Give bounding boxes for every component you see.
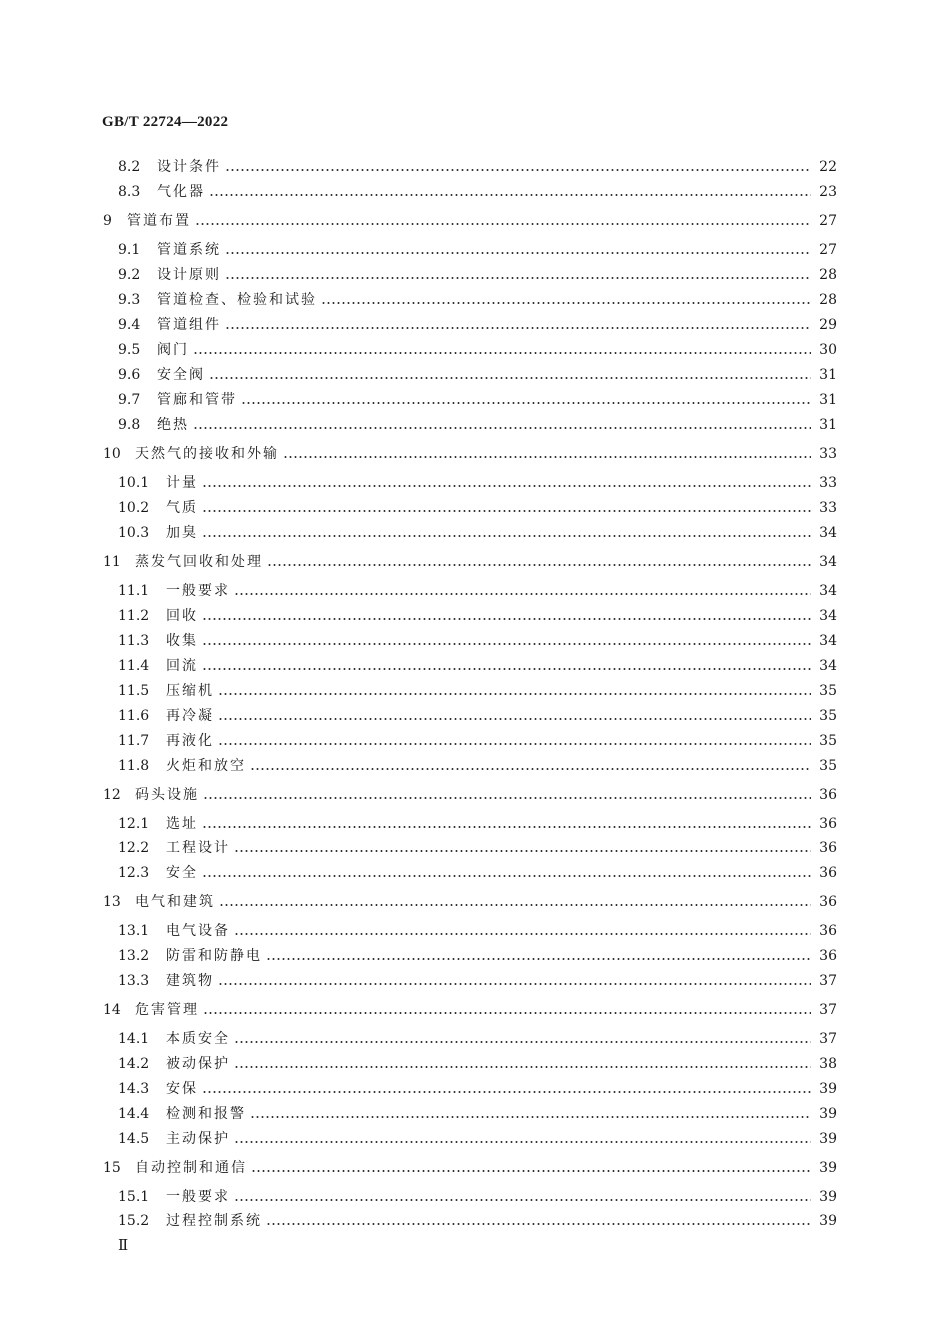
toc-page-number: 35: [819, 683, 837, 699]
toc-subsection-entry[interactable]: [118, 340, 837, 360]
toc-title: 回流: [166, 658, 198, 674]
toc-dot-leader: [250, 767, 811, 771]
toc-title: 一般要求: [166, 1189, 230, 1205]
toc-page-number: 39: [819, 1213, 837, 1229]
toc-page-number: 22: [819, 159, 837, 175]
toc-section-entry[interactable]: [103, 1000, 837, 1020]
toc-dot-leader: [202, 667, 811, 671]
toc-subsection-entry[interactable]: [118, 838, 837, 858]
toc-title: 安全阀: [157, 367, 205, 383]
toc-title: 工程设计: [166, 840, 230, 856]
toc-dot-leader: [283, 455, 811, 459]
toc-title: 压缩机: [166, 683, 214, 699]
toc-number: 12: [103, 787, 121, 803]
toc-title: 加臭: [166, 525, 198, 541]
toc-page-number: 30: [819, 342, 837, 358]
toc-number: 8.3: [118, 184, 141, 200]
toc-number: 9.1: [118, 242, 141, 258]
toc-page-number: 37: [819, 1031, 837, 1047]
toc-dot-leader: [266, 957, 811, 961]
toc-dot-leader: [251, 1169, 811, 1173]
toc-page-number: 23: [819, 184, 837, 200]
toc-page-number: 31: [819, 367, 837, 383]
toc-page-number: 39: [819, 1131, 837, 1147]
toc-number: 12.3: [118, 865, 150, 881]
toc-title: 气化器: [157, 184, 205, 200]
toc-number: 9.7: [118, 392, 141, 408]
toc-subsection-entry[interactable]: [118, 631, 837, 651]
toc-number: 9.4: [118, 317, 141, 333]
toc-number: 11: [103, 554, 121, 570]
toc-title: 再冷凝: [166, 708, 214, 724]
toc-subsection-entry[interactable]: [118, 390, 837, 410]
toc-dot-leader: [202, 1090, 811, 1094]
toc-section-entry[interactable]: [103, 892, 837, 912]
toc-number: 9.6: [118, 367, 141, 383]
toc-page-number: 37: [819, 1002, 837, 1018]
toc-title: 设计条件: [157, 159, 221, 175]
toc-number: 8.2: [118, 159, 141, 175]
toc-number: 15.1: [118, 1189, 150, 1205]
toc-subsection-entry[interactable]: [118, 946, 837, 966]
toc-dot-leader: [225, 168, 811, 172]
toc-dot-leader: [218, 742, 811, 746]
toc-page-number: 27: [819, 213, 837, 229]
toc-page-number: 34: [819, 554, 837, 570]
toc-subsection-entry[interactable]: [118, 1104, 837, 1124]
toc-number: 11.8: [118, 758, 150, 774]
toc-number: 11.2: [118, 608, 150, 624]
toc-subsection-entry[interactable]: [118, 971, 837, 991]
toc-subsection-entry[interactable]: [118, 240, 837, 260]
toc-title: 被动保护: [166, 1056, 230, 1072]
toc-number: 10.3: [118, 525, 150, 541]
toc-subsection-entry[interactable]: [118, 756, 837, 776]
toc-dot-leader: [234, 1065, 811, 1069]
toc-number: 14.2: [118, 1056, 150, 1072]
toc-dot-leader: [195, 222, 811, 226]
toc-dot-leader: [234, 1040, 811, 1044]
toc-page-number: 28: [819, 292, 837, 308]
toc-page-number: 33: [819, 446, 837, 462]
toc-title: 计量: [166, 475, 198, 491]
toc-title: 自动控制和通信: [135, 1160, 247, 1176]
toc-dot-leader: [225, 276, 811, 280]
toc-number: 11.5: [118, 683, 150, 699]
toc-number: 9.5: [118, 342, 141, 358]
toc-dot-leader: [234, 1140, 811, 1144]
toc-dot-leader: [203, 796, 811, 800]
toc-subsection-entry[interactable]: [118, 731, 837, 751]
toc-dot-leader: [234, 849, 811, 853]
toc-dot-leader: [225, 326, 811, 330]
toc-section-entry[interactable]: [103, 211, 837, 231]
toc-dot-leader: [209, 376, 811, 380]
toc-number: 11.7: [118, 733, 150, 749]
toc-subsection-entry[interactable]: [118, 814, 837, 834]
toc-section-entry[interactable]: [103, 552, 837, 572]
toc-page-number: 37: [819, 973, 837, 989]
toc-subsection-entry[interactable]: [118, 265, 837, 285]
toc-subsection-entry[interactable]: [118, 656, 837, 676]
toc-page-number: 39: [819, 1189, 837, 1205]
toc-dot-leader: [193, 426, 811, 430]
toc-number: 13: [103, 894, 121, 910]
toc-number: 11.6: [118, 708, 150, 724]
toc-page-number: 33: [819, 500, 837, 516]
toc-page-number: 33: [819, 475, 837, 491]
toc-number: 11.1: [118, 583, 150, 599]
toc-number: 10.2: [118, 500, 150, 516]
toc-title: 天然气的接收和外输: [135, 446, 279, 462]
toc-number: 13.1: [118, 923, 150, 939]
toc-number: 10.1: [118, 475, 150, 491]
toc-number: 14.3: [118, 1081, 150, 1097]
toc-page-number: 35: [819, 758, 837, 774]
toc-dot-leader: [234, 1198, 811, 1202]
toc-title: 管道系统: [157, 242, 221, 258]
toc-number: 9.2: [118, 267, 141, 283]
toc-subsection-entry[interactable]: [118, 706, 837, 726]
toc-title: 管廊和管带: [157, 392, 237, 408]
toc-number: 14.1: [118, 1031, 150, 1047]
toc-subsection-entry[interactable]: [118, 863, 837, 883]
toc-subsection-entry[interactable]: [118, 581, 837, 601]
toc-title: 一般要求: [166, 583, 230, 599]
toc-title: 管道布置: [127, 213, 191, 229]
toc-title: 安保: [166, 1081, 198, 1097]
toc-page-number: 35: [819, 708, 837, 724]
toc-page-number: 34: [819, 633, 837, 649]
toc-page-number: 36: [819, 894, 837, 910]
toc-number: 14.5: [118, 1131, 150, 1147]
toc-subsection-entry[interactable]: [118, 921, 837, 941]
toc-dot-leader: [202, 484, 811, 488]
toc-page-number: 28: [819, 267, 837, 283]
toc-title: 回收: [166, 608, 198, 624]
toc-subsection-entry[interactable]: [118, 1211, 837, 1231]
toc-title: 再液化: [166, 733, 214, 749]
toc-dot-leader: [202, 642, 811, 646]
toc-dot-leader: [241, 401, 811, 405]
toc-number: 15: [103, 1160, 121, 1176]
toc-subsection-entry[interactable]: [118, 1029, 837, 1049]
toc-title: 危害管理: [135, 1002, 199, 1018]
toc-dot-leader: [193, 351, 811, 355]
toc-subsection-entry[interactable]: [118, 415, 837, 435]
toc-dot-leader: [218, 717, 811, 721]
toc-dot-leader: [202, 509, 811, 513]
toc-subsection-entry[interactable]: [118, 365, 837, 385]
toc-title: 电气和建筑: [135, 894, 215, 910]
toc-title: 电气设备: [166, 923, 230, 939]
toc-subsection-entry[interactable]: [118, 1054, 837, 1074]
toc-page-number: 34: [819, 608, 837, 624]
toc-subsection-entry[interactable]: [118, 1079, 837, 1099]
toc-number: 14.4: [118, 1106, 150, 1122]
toc-number: 11.3: [118, 633, 150, 649]
toc-page-number: 36: [819, 840, 837, 856]
toc-subsection-entry[interactable]: [118, 498, 837, 518]
toc-page-number: 31: [819, 392, 837, 408]
toc-title: 气质: [166, 500, 198, 516]
toc-number: 13.2: [118, 948, 150, 964]
toc-subsection-entry[interactable]: [118, 182, 837, 202]
toc-title: 检测和报警: [166, 1106, 246, 1122]
toc-page-number: 39: [819, 1106, 837, 1122]
toc-page-number: 36: [819, 816, 837, 832]
toc-title: 管道检查、检验和试验: [157, 292, 317, 308]
toc-number: 9.8: [118, 417, 141, 433]
toc-title: 码头设施: [135, 787, 199, 803]
toc-subsection-entry[interactable]: [118, 606, 837, 626]
toc-title: 本质安全: [166, 1031, 230, 1047]
toc-number: 12.2: [118, 840, 150, 856]
toc-title: 收集: [166, 633, 198, 649]
toc-number: 9: [103, 213, 112, 229]
toc-dot-leader: [225, 251, 811, 255]
toc-section-entry[interactable]: [103, 785, 837, 805]
toc-dot-leader: [266, 1222, 811, 1226]
toc-page-number: 36: [819, 923, 837, 939]
toc-dot-leader: [202, 874, 811, 878]
toc-page-number: 34: [819, 658, 837, 674]
toc-subsection-entry[interactable]: [118, 1187, 837, 1207]
toc-subsection-entry[interactable]: [118, 315, 837, 335]
toc-number: 15.2: [118, 1213, 150, 1229]
toc-number: 14: [103, 1002, 121, 1018]
toc-title: 主动保护: [166, 1131, 230, 1147]
toc-page-number: 36: [819, 948, 837, 964]
toc-title: 防雷和防静电: [166, 948, 262, 964]
toc-subsection-entry[interactable]: [118, 290, 837, 310]
toc-dot-leader: [209, 193, 811, 197]
toc-number: 9.3: [118, 292, 141, 308]
toc-title: 选址: [166, 816, 198, 832]
toc-number: 11.4: [118, 658, 150, 674]
toc-page-number: 31: [819, 417, 837, 433]
toc-section-entry[interactable]: [103, 444, 837, 464]
toc-title: 绝热: [157, 417, 189, 433]
toc-title: 设计原则: [157, 267, 221, 283]
toc-dot-leader: [234, 592, 811, 596]
toc-page-number: 38: [819, 1056, 837, 1072]
toc-dot-leader: [321, 301, 811, 305]
toc-dot-leader: [219, 903, 811, 907]
toc-title: 过程控制系统: [166, 1213, 262, 1229]
toc-title: 阀门: [157, 342, 189, 358]
toc-page-number: 35: [819, 733, 837, 749]
toc-title: 建筑物: [166, 973, 214, 989]
toc-page-number: 34: [819, 525, 837, 541]
toc-title: 蒸发气回收和处理: [135, 554, 263, 570]
toc-number: 10: [103, 446, 121, 462]
toc-dot-leader: [234, 932, 811, 936]
toc-section-entry[interactable]: [103, 1158, 837, 1178]
toc-dot-leader: [267, 563, 811, 567]
toc-dot-leader: [218, 692, 811, 696]
toc-subsection-entry[interactable]: [118, 473, 837, 493]
toc-page-number: 27: [819, 242, 837, 258]
toc-title: 火炬和放空: [166, 758, 246, 774]
toc-dot-leader: [218, 982, 811, 986]
toc-page-number: 34: [819, 583, 837, 599]
toc-subsection-entry[interactable]: [118, 157, 837, 177]
toc-subsection-entry[interactable]: [118, 681, 837, 701]
toc-page-number: 39: [819, 1081, 837, 1097]
toc-page-number: 39: [819, 1160, 837, 1176]
toc-page-number: 36: [819, 865, 837, 881]
toc-subsection-entry[interactable]: [118, 523, 837, 543]
toc-number: 13.3: [118, 973, 150, 989]
toc-subsection-entry[interactable]: [118, 1129, 837, 1149]
toc-title: 管道组件: [157, 317, 221, 333]
standard-code-header: GB/T 22724—2022: [102, 114, 229, 130]
toc-dot-leader: [202, 825, 811, 829]
toc-dot-leader: [250, 1115, 811, 1119]
toc-page-number: 29: [819, 317, 837, 333]
toc-title: 安全: [166, 865, 198, 881]
toc-page-number: 36: [819, 787, 837, 803]
toc-number: 12.1: [118, 816, 150, 832]
toc-dot-leader: [203, 1011, 811, 1015]
toc-dot-leader: [202, 617, 811, 621]
page-number-footer: Ⅱ: [118, 1238, 129, 1254]
toc-dot-leader: [202, 534, 811, 538]
